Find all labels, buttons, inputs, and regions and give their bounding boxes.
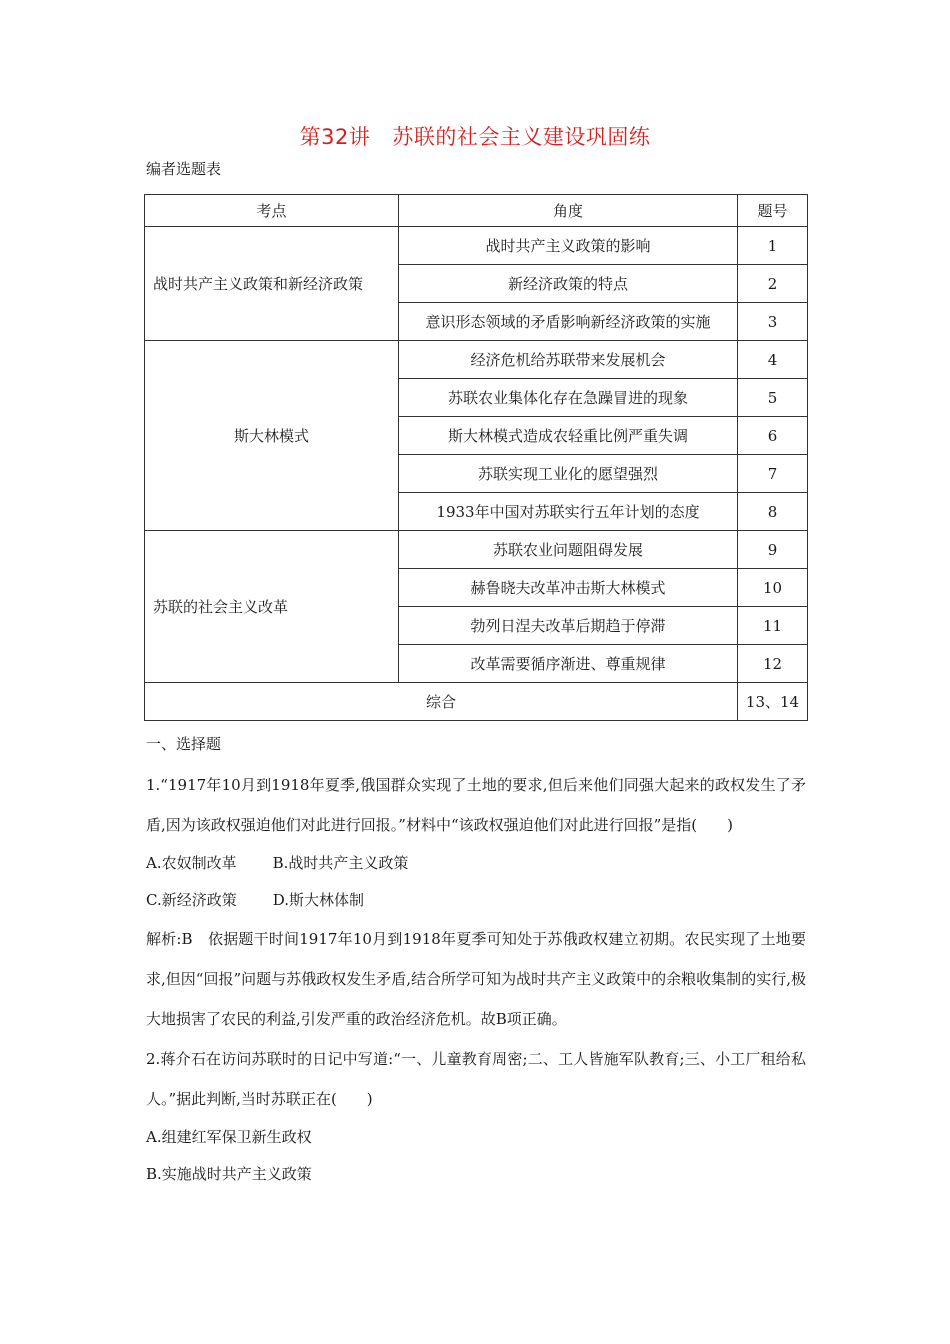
table-row (145, 341, 808, 379)
table-row (145, 531, 808, 569)
number-cell: 12 (738, 645, 808, 683)
topic-cell: 战时共产主义政策和新经济政策 (145, 227, 399, 341)
section-heading: 一、选择题 (146, 735, 222, 753)
angle-cell: 斯大林模式造成农轻重比例严重失调 (399, 417, 738, 455)
number-cell: 1 (738, 227, 808, 265)
angle-cell: 苏联农业问题阻碍发展 (399, 531, 738, 569)
option-b: B.战时共产主义政策 (272, 854, 409, 872)
table-caption: 编者选题表 (146, 160, 222, 178)
angle-cell: 苏联农业集体化存在急躁冒进的现象 (399, 379, 738, 417)
summary-label-cell: 综合 (145, 683, 738, 721)
lesson-title: 苏联的社会主义建设巩固练 (392, 125, 651, 149)
option-d: D.斯大林体制 (272, 891, 364, 909)
topic-cell: 苏联的社会主义改革 (145, 531, 399, 683)
question-2-stem: 2.蒋介石在访问苏联时的日记中写道:“一、儿童教育周密;二、工人皆施军队教育;三、小工厂租给私人。”据此判断,当时苏联正在( ) (146, 1050, 806, 1108)
number-cell: 3 (738, 303, 808, 341)
topic-cell: 斯大林模式 (145, 341, 399, 531)
question-1-options-row-1 (146, 845, 806, 882)
number-cell: 7 (738, 455, 808, 493)
angle-cell: 新经济政策的特点 (399, 265, 738, 303)
question-1-options-row-2 (146, 882, 806, 919)
page-title (0, 121, 950, 151)
table-summary-row (145, 683, 808, 721)
angle-cell: 意识形态领域的矛盾影响新经济政策的实施 (399, 303, 738, 341)
angle-cell: 1933年中国对苏联实行五年计划的态度 (399, 493, 738, 531)
header-cell-angle: 角度 (399, 195, 738, 227)
number-cell: 4 (738, 341, 808, 379)
table-row (145, 227, 808, 265)
table-header-row (145, 195, 808, 227)
number-cell: 11 (738, 607, 808, 645)
number-cell: 2 (738, 265, 808, 303)
question-body (146, 726, 806, 1193)
question-2-option-b: B.实施战时共产主义政策 (146, 1165, 312, 1183)
topic-selection-table (144, 194, 808, 721)
angle-cell: 改革需要循序渐进、尊重规律 (399, 645, 738, 683)
number-cell: 10 (738, 569, 808, 607)
question-1-analysis: 解析:B 依据题干时间1917年10月到1918年夏季可知处于苏俄政权建立初期。农民实现了土地要求,但因“回报”问题与苏俄政权发生矛盾,结合所学可知为战时共产主义政策中的余粮收集制的实行,极大地损害了农民的利益,引发严重的政治经济危机。故B项正确。 (146, 930, 806, 1028)
summary-number-cell: 13、14 (738, 683, 808, 721)
angle-cell: 苏联实现工业化的愿望强烈 (399, 455, 738, 493)
angle-cell: 经济危机给苏联带来发展机会 (399, 341, 738, 379)
question-2-option-a: A.组建红军保卫新生政权 (146, 1128, 312, 1146)
option-a: A.农奴制改革 (146, 854, 237, 872)
angle-cell: 勃列日涅夫改革后期趋于停滞 (399, 607, 738, 645)
number-cell: 9 (738, 531, 808, 569)
question-1-stem: 1.“1917年10月到1918年夏季,俄国群众实现了土地的要求,但后来他们同强大起来的政权发生了矛盾,因为该政权强迫他们对此进行回报。”材料中“该政权强迫他们对此进行回报”是指( ) (146, 776, 806, 834)
angle-cell: 战时共产主义政策的影响 (399, 227, 738, 265)
number-cell: 6 (738, 417, 808, 455)
header-cell-number: 题号 (738, 195, 808, 227)
header-cell-topic: 考点 (145, 195, 399, 227)
number-cell: 8 (738, 493, 808, 531)
option-c: C.新经济政策 (146, 891, 237, 909)
angle-cell: 赫鲁晓夫改革冲击斯大林模式 (399, 569, 738, 607)
number-cell: 5 (738, 379, 808, 417)
lesson-number: 第32讲 (299, 125, 371, 149)
